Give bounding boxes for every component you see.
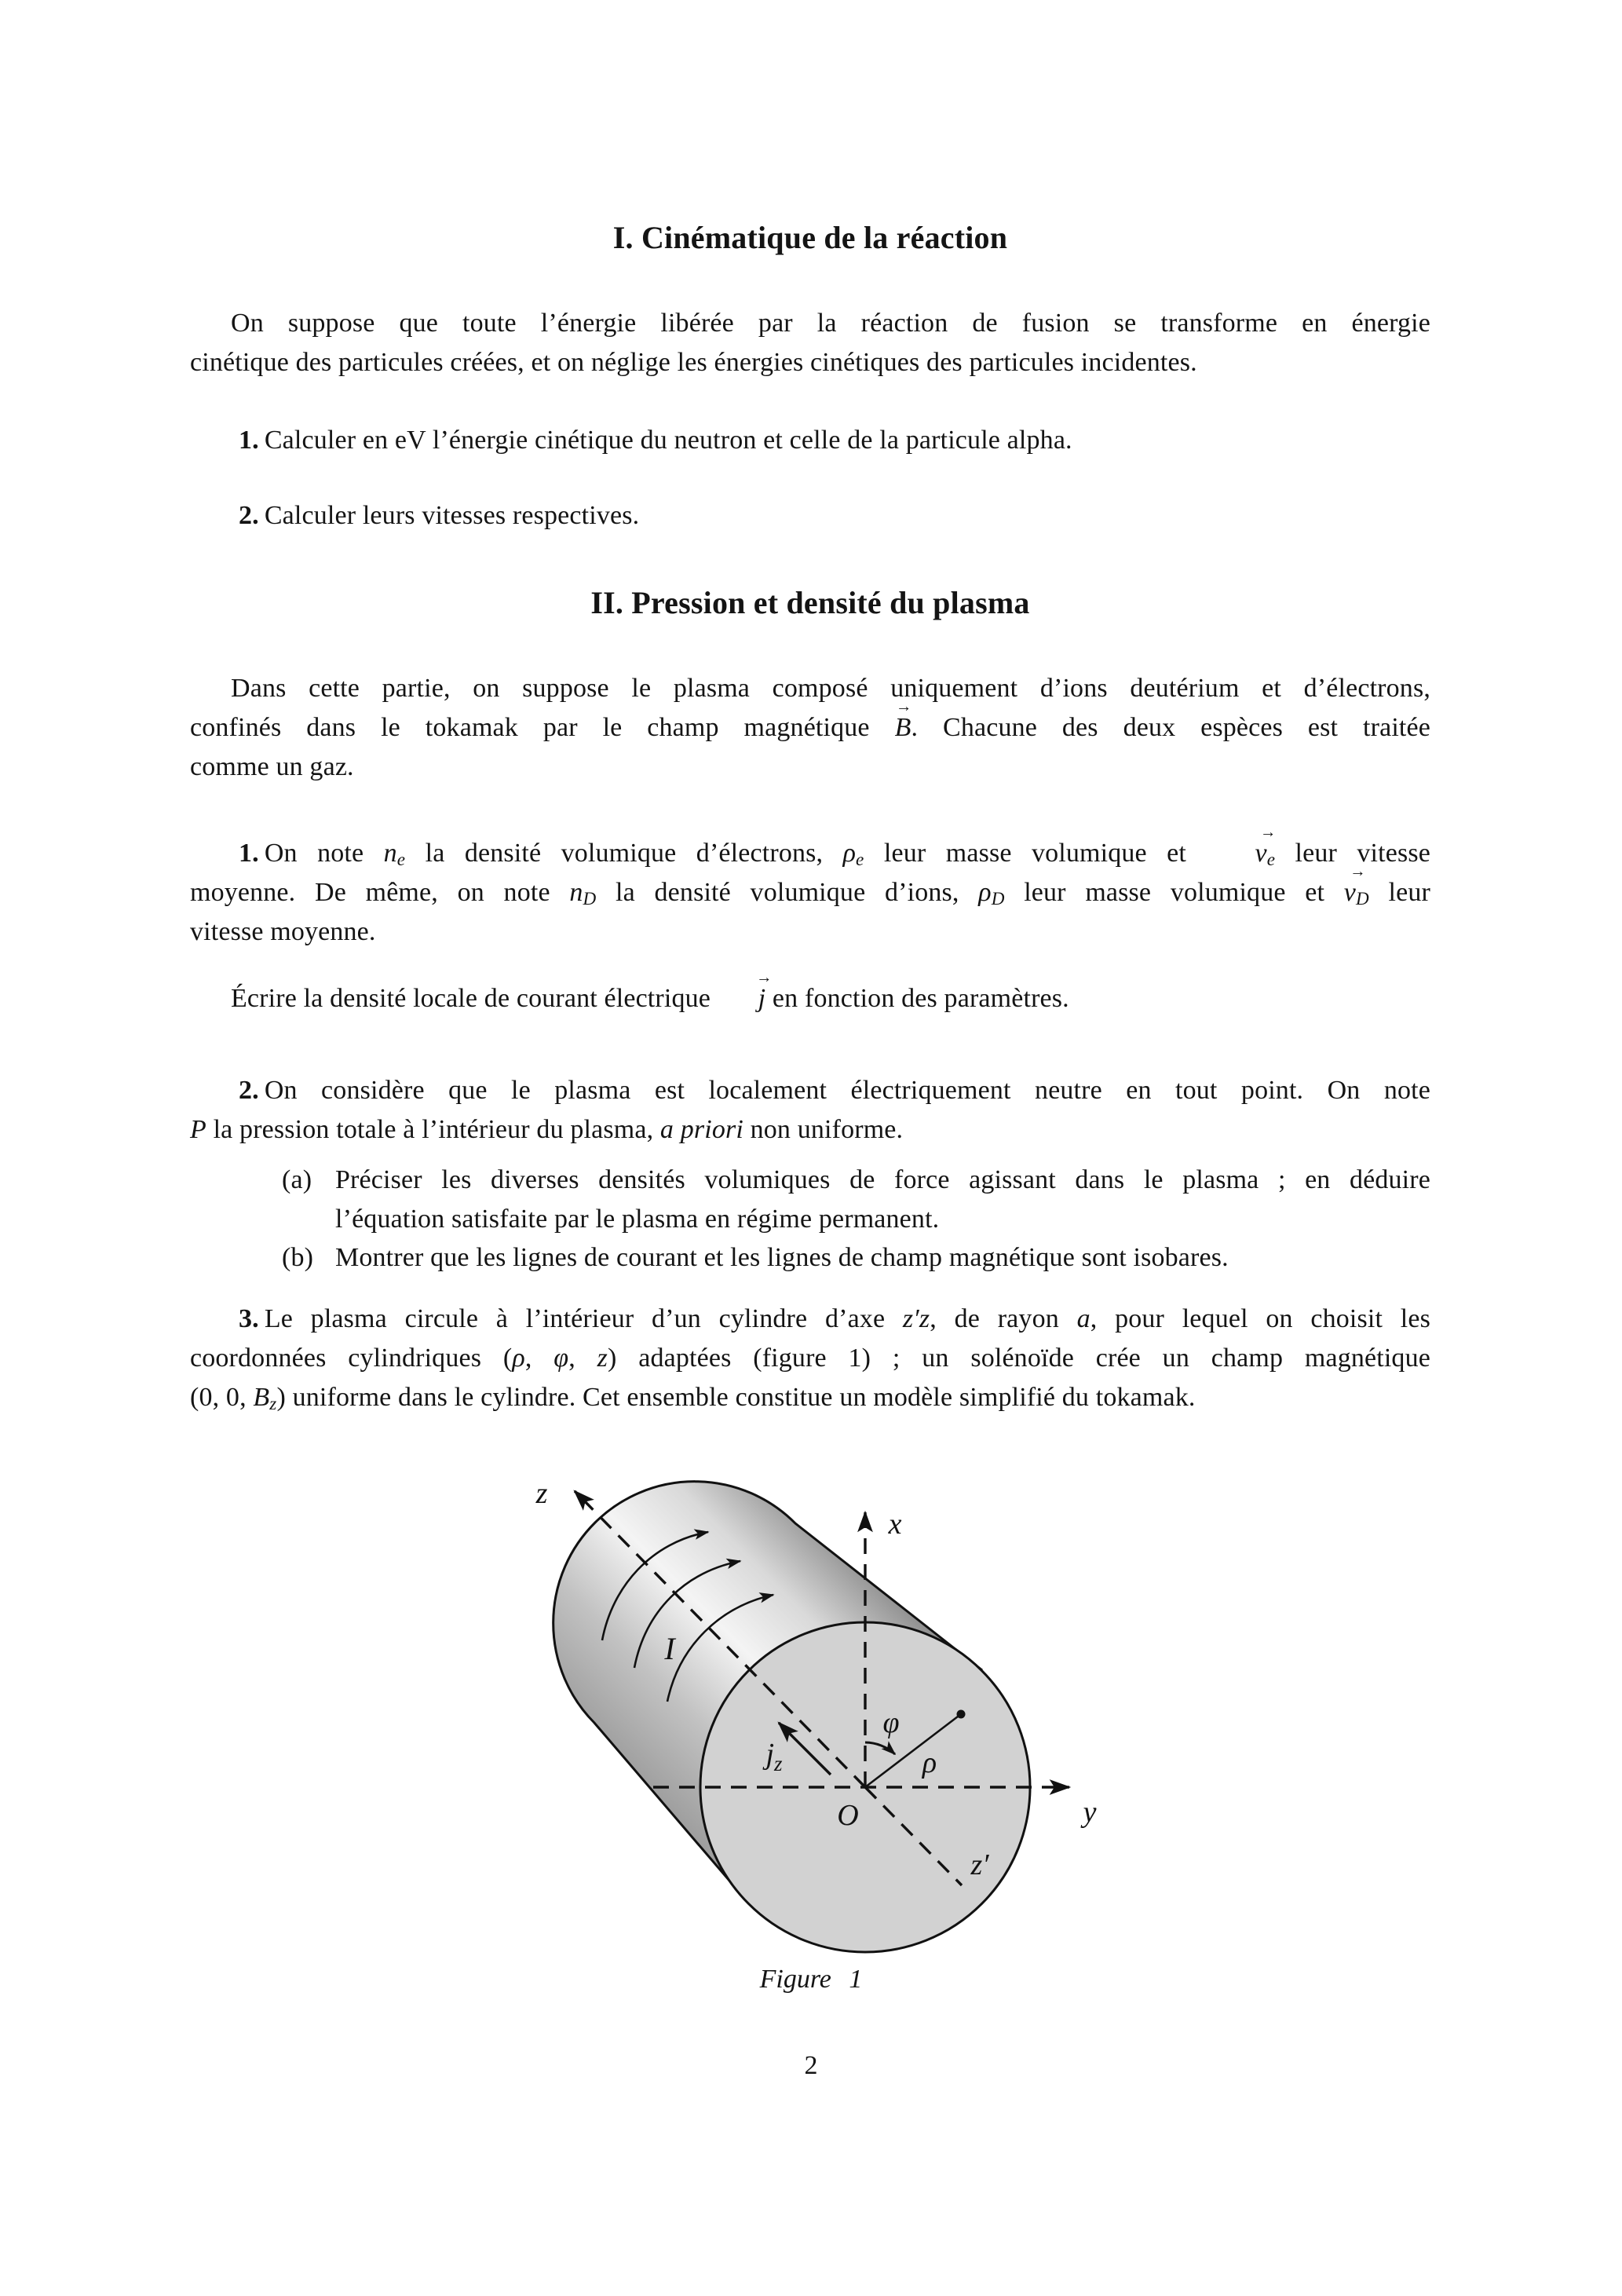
origin-label: O [837, 1799, 859, 1832]
subitem-b [282, 1238, 1430, 1278]
bold-item-number: 1. [239, 839, 259, 868]
jz-label: $j_z$ [765, 1738, 783, 1775]
section-heading-1: I. Cinématique de la réaction [612, 220, 1008, 255]
text-line: 2. Calculer leurs vitesses respectives. [239, 501, 640, 530]
vector-arrow: → [1260, 823, 1276, 841]
math-symbol: $n_e$ [383, 839, 406, 871]
z-axis-arrow-tip [575, 1491, 583, 1499]
enum-item-II-3 [190, 1300, 1430, 1417]
vector-symbol: → $v_D$ [1343, 862, 1369, 910]
text-line: confinés dans le tokamak par le champ magnétique → B. Chacune des deux espèces est traitée [190, 708, 1430, 748]
math-symbol: a [1076, 1304, 1090, 1333]
figure-1 [471, 1454, 1178, 1965]
math-symbol: $n_D$ [569, 878, 597, 910]
text-line: Écrire la densité locale de courant électrique → j en fonction des paramètres. [190, 979, 1430, 1018]
math-symbol: ρ [512, 1344, 525, 1373]
math-symbol: P [190, 1115, 206, 1144]
paragraph-intro-2 [190, 669, 1430, 787]
text-line: 1. Calculer en eV l’énergie cinétique du neutron et celle de la particule alpha. [239, 426, 1072, 455]
text-line: On suppose que toute l’énergie libérée par la réaction de fusion se transforme en énergie [231, 309, 1430, 338]
math-symbol: $\rho_D$ [978, 878, 1005, 910]
page-number: 2 [804, 2051, 818, 2080]
subitem-a-label: (a) [282, 1165, 312, 1194]
subitem-a-text [335, 1161, 1430, 1239]
vector-arrow: → [1350, 862, 1365, 880]
text-line: comme un gaz. [190, 752, 354, 781]
subitem-a [282, 1161, 1430, 1239]
enum-item-II-1 [190, 823, 1430, 952]
text-line: moyenne. De même, on note $n_D$ la densité volumique d’ions, $\rho_D$ leur masse volumique et → $v_D$ leur [190, 873, 1430, 912]
z-axis-label: z [535, 1477, 548, 1510]
y-axis-label: y [1083, 1796, 1097, 1829]
rho-point [957, 1710, 966, 1719]
enum-item-II-2 [190, 1071, 1430, 1150]
z-prime-label: z′ [970, 1848, 989, 1881]
bold-item-number: 2. [239, 501, 259, 530]
math-symbol: z [597, 1344, 608, 1373]
text-line: l’équation satisfaite par le plasma en régime permanent. [335, 1205, 940, 1234]
text-line: vitesse moyenne. [190, 917, 376, 946]
current-label: I [664, 1631, 675, 1666]
rho-label: ρ [922, 1746, 937, 1779]
math-symbol: $B_z$ [253, 1383, 277, 1415]
enum-item-1 [190, 421, 1430, 460]
figure-caption: Figure 1 [759, 1965, 863, 1994]
italic-text: a priori [659, 1115, 743, 1144]
paragraph-intro-1 [190, 304, 1430, 382]
text-line: (0, 0, $B_z$) uniforme dans le cylindre. Cet ensemble constitue un modèle simplifié du tokamak. [190, 1383, 1196, 1415]
text-line: Montrer que les lignes de courant et les lignes de champ magnétique sont isobares. [335, 1243, 1229, 1272]
text-line: 2. On considère que le plasma est localement électriquement neutre en tout point. On note [239, 1076, 1430, 1105]
subitem-b-text [335, 1238, 1430, 1278]
text-line: Préciser les diverses densités volumiques de force agissant dans le plasma ; en déduire [335, 1165, 1430, 1194]
paragraph-ecrire [190, 968, 1430, 1018]
math-symbol: φ [553, 1344, 569, 1373]
vector-arrow: → [756, 968, 772, 986]
bold-item-number: 1. [239, 426, 259, 455]
subitem-b-label: (b) [282, 1243, 314, 1272]
phi-label: φ [882, 1706, 900, 1739]
text-line: Dans cette partie, on suppose le plasma composé uniquement d’ions deutérium et d’électrons, [231, 674, 1430, 703]
vector-symbol: → B [894, 697, 911, 742]
text-line: 3. Le plasma circule à l’intérieur d’un cylindre d’axe z′z, de rayon a, pour lequel on choisit les [239, 1304, 1431, 1333]
text-line: cinétique des particules créées, et on néglige les énergies cinétiques des particules incidentes. [190, 348, 1197, 377]
bold-item-number: 3. [239, 1304, 259, 1333]
section-heading-2: II. Pression et densité du plasma [590, 585, 1030, 620]
text-line: 1. On note $n_e$ la densité volumique d’électrons, $\rho_e$ leur masse volumique et → $v_e$ leur vitesse [190, 834, 1430, 873]
vector-arrow: → [896, 697, 911, 715]
text-line: coordonnées cylindriques (ρ, φ, z) adaptées (figure 1) ; un solénoïde crée un champ magnétique [190, 1344, 1430, 1373]
x-axis-label: x [888, 1508, 902, 1541]
vector-symbol: → $v_e$ [1206, 834, 1275, 873]
vector-symbol: → j [718, 979, 766, 1018]
math-symbol: $\rho_e$ [842, 839, 864, 871]
text-line: P la pression totale à l’intérieur du plasma, a priori non uniforme. [190, 1115, 904, 1144]
enum-item-2 [190, 496, 1430, 536]
math-symbol: z′z [902, 1304, 930, 1333]
bold-item-number: 2. [239, 1076, 259, 1105]
tokamak-cylinder-diagram [471, 1454, 1178, 1965]
